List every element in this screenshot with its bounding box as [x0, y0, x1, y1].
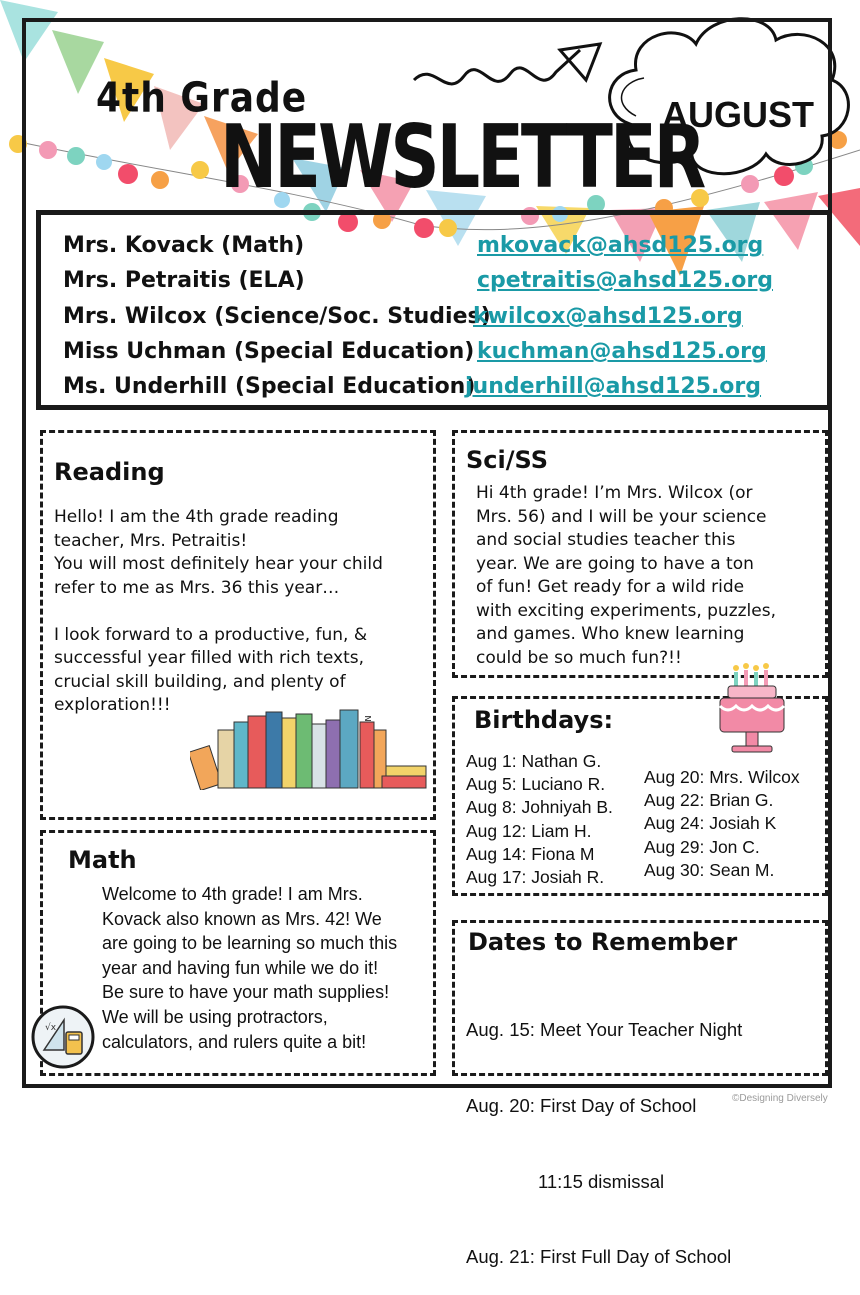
grade-label: 4th Grade — [96, 74, 308, 123]
date-item: Aug. 20: First Day of School — [466, 1095, 697, 1117]
teacher-name: Mrs. Wilcox (Science/Soc. Studies) — [63, 304, 491, 329]
science-heading: Sci/SS — [466, 446, 548, 474]
birthday-item: Aug 12: Liam H. — [466, 820, 592, 841]
birthday-item: Aug 17: Josiah R. — [466, 867, 605, 888]
science-line: could be so much fun?!! — [476, 647, 682, 668]
date-item: Aug. 21: First Full Day of School — [466, 1246, 732, 1268]
math-text — [102, 882, 397, 1054]
birthdays-left — [466, 750, 613, 889]
reading-line: successful year filled with rich texts, — [54, 648, 365, 668]
math-line: Welcome to 4th grade! I am Mrs. — [102, 884, 363, 904]
dates-text — [466, 967, 742, 1295]
dates-heading: Dates to Remember — [468, 928, 738, 956]
birthday-item: Aug 30: Sean M. — [644, 859, 775, 880]
reading-line: crucial skill building, and plenty of — [54, 671, 346, 692]
math-tools-icon — [30, 1004, 96, 1070]
birthday-item: Aug 14: Fiona M — [466, 843, 595, 864]
science-line: and social studies teacher this — [476, 530, 736, 550]
month-label: AUGUST — [662, 94, 814, 135]
science-text — [476, 482, 776, 670]
birthday-item: Aug 8: Johniyah B. — [466, 797, 613, 818]
science-line: and games. Who knew learning — [476, 624, 745, 644]
reading-line: teacher, Mrs. Petraitis! — [54, 530, 248, 551]
reading-line: Hello! I am the 4th grade reading — [54, 507, 339, 527]
teacher-email-link[interactable]: kuchman@ahsd125.org — [477, 339, 767, 364]
date-item: 11:15 dismissal — [466, 1170, 665, 1192]
teacher-email-link[interactable]: mkovack@ahsd125.org — [477, 233, 764, 258]
birthdays-heading: Birthdays: — [474, 706, 614, 734]
teacher-name: Mrs. Kovack (Math) — [63, 233, 305, 258]
reading-text — [54, 506, 383, 718]
science-line: with exciting experiments, puzzles, — [476, 600, 776, 621]
svg-text:√x: √x — [45, 1023, 57, 1033]
math-heading: Math — [68, 846, 137, 874]
teacher-name: Mrs. Petraitis (ELA) — [63, 268, 305, 293]
birthdays-right — [644, 766, 800, 882]
birthday-cake-icon — [714, 662, 792, 758]
reading-line: refer to me as Mrs. 36 this year… — [54, 577, 340, 598]
math-line: Be sure to have your math supplies! — [102, 982, 390, 1003]
books-illustration — [190, 708, 430, 790]
teacher-email-link[interactable]: junderhill@ahsd125.org — [465, 374, 762, 399]
birthday-item: Aug 1: Nathan G. — [466, 751, 602, 771]
birthday-item: Aug 29: Jon C. — [644, 836, 760, 857]
birthday-item: Aug 20: Mrs. Wilcox — [644, 767, 800, 787]
science-line: of fun! Get ready for a wild ride — [476, 577, 745, 597]
newsletter-title: NEWSLETTER — [220, 105, 704, 208]
math-line: year and having fun while we do it! — [102, 957, 379, 978]
reading-line: You will most definitely hear your child — [54, 554, 383, 574]
teacher-email-link[interactable]: kwilcox@ahsd125.org — [473, 304, 743, 329]
science-line: year. We are going to have a ton — [476, 553, 754, 574]
birthday-item: Aug 5: Luciano R. — [466, 774, 606, 795]
science-line: Hi 4th grade! I’m Mrs. Wilcox (or — [476, 483, 753, 503]
math-line: We will be using protractors, — [102, 1006, 328, 1027]
math-line: are going to be learning so much this — [102, 933, 398, 954]
reading-heading: Reading — [54, 458, 165, 486]
date-item: Aug. 15: Meet Your Teacher Night — [466, 1019, 743, 1041]
copyright-text: ©Designing Diversely — [732, 1093, 828, 1104]
math-line: calculators, and rulers quite a bit! — [102, 1031, 367, 1052]
reading-line: exploration!!! — [54, 695, 171, 715]
teacher-name: Miss Uchman (Special Education) — [63, 339, 475, 364]
teacher-name: Ms. Underhill (Special Education) — [63, 374, 476, 399]
reading-line — [54, 600, 383, 624]
science-line: Mrs. 56) and I will be your science — [476, 506, 767, 527]
teacher-contacts — [36, 210, 832, 410]
reading-line: I look forward to a productive, fun, & — [54, 624, 368, 645]
birthday-item: Aug 24: Josiah K — [644, 813, 777, 834]
teacher-email-link[interactable]: cpetraitis@ahsd125.org — [477, 268, 773, 293]
math-line: Kovack also known as Mrs. 42! We — [102, 908, 382, 929]
birthday-item: Aug 22: Brian G. — [644, 790, 774, 811]
